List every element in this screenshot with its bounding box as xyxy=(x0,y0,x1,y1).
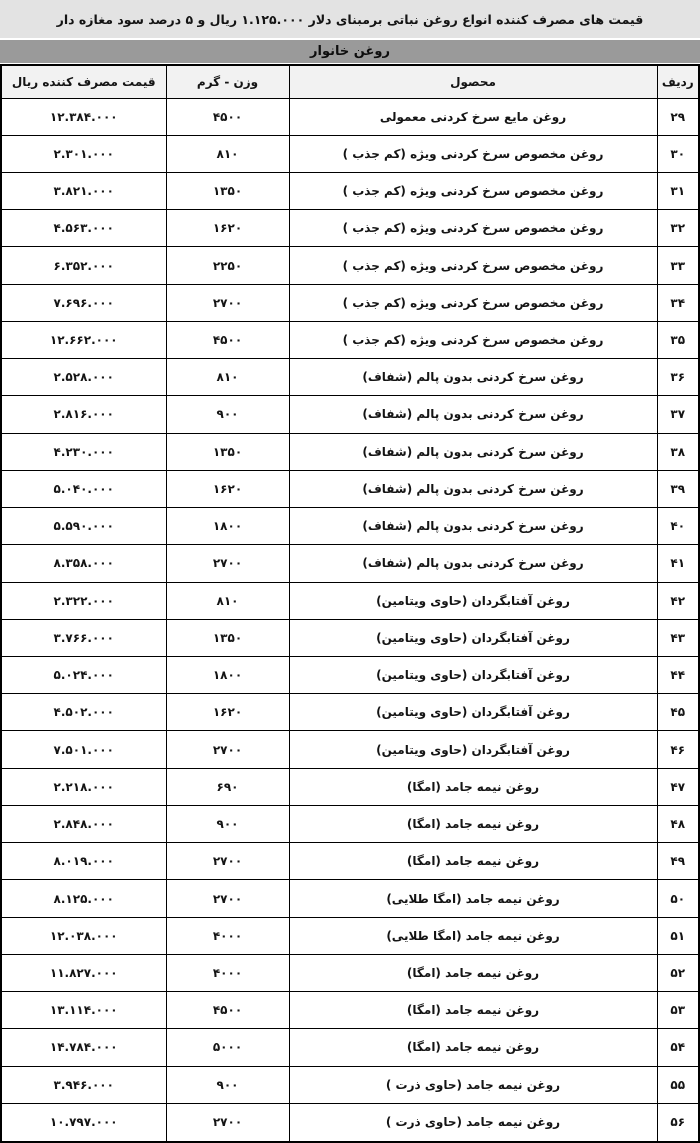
cell-product: روغن آفتابگردان (حاوی ویتامین) xyxy=(289,657,657,694)
cell-product: روغن نیمه جامد (حاوی ذرت ) xyxy=(289,1066,657,1103)
header-weight: وزن - گرم xyxy=(166,65,289,98)
table-row xyxy=(1,470,699,507)
cell-price: ۷.۵۰۱.۰۰۰ xyxy=(1,731,166,768)
cell-price: ۱۳.۱۱۴.۰۰۰ xyxy=(1,992,166,1029)
table-row xyxy=(1,1066,699,1103)
table-row xyxy=(1,880,699,917)
cell-price: ۲.۳۲۲.۰۰۰ xyxy=(1,582,166,619)
cell-weight: ۹۰۰ xyxy=(166,1066,289,1103)
cell-product: روغن مخصوص سرخ کردنی ویژه (کم جذب ) xyxy=(289,284,657,321)
table-row xyxy=(1,731,699,768)
cell-index: ۵۶ xyxy=(657,1103,699,1142)
table-row xyxy=(1,284,699,321)
cell-product: روغن سرخ کردنی بدون پالم (شفاف) xyxy=(289,396,657,433)
cell-price: ۸.۰۱۹.۰۰۰ xyxy=(1,843,166,880)
cell-weight: ۲۷۰۰ xyxy=(166,1103,289,1142)
cell-product: روغن نیمه جامد (حاوی ذرت ) xyxy=(289,1103,657,1142)
header-index: ردیف xyxy=(657,65,699,98)
cell-index: ۲۹ xyxy=(657,98,699,135)
cell-index: ۳۸ xyxy=(657,433,699,470)
price-table xyxy=(0,64,700,1143)
header-product: محصول xyxy=(289,65,657,98)
cell-product: روغن مخصوص سرخ کردنی ویژه (کم جذب ) xyxy=(289,135,657,172)
cell-price: ۲.۸۴۸.۰۰۰ xyxy=(1,805,166,842)
cell-product: روغن نیمه جامد (امگا طلایی) xyxy=(289,917,657,954)
cell-price: ۱۱.۸۲۷.۰۰۰ xyxy=(1,954,166,991)
cell-product: روغن مایع سرخ کردنی معمولی xyxy=(289,98,657,135)
table-row xyxy=(1,992,699,1029)
cell-product: روغن نیمه جامد (امگا) xyxy=(289,768,657,805)
cell-price: ۳.۹۴۶.۰۰۰ xyxy=(1,1066,166,1103)
table-row xyxy=(1,396,699,433)
cell-weight: ۴۵۰۰ xyxy=(166,992,289,1029)
cell-index: ۴۱ xyxy=(657,545,699,582)
table-row xyxy=(1,172,699,209)
cell-price: ۷.۶۹۶.۰۰۰ xyxy=(1,284,166,321)
cell-price: ۱۰.۷۹۷.۰۰۰ xyxy=(1,1103,166,1142)
cell-weight: ۹۰۰ xyxy=(166,805,289,842)
cell-weight: ۹۰۰ xyxy=(166,396,289,433)
cell-price: ۲.۳۰۱.۰۰۰ xyxy=(1,135,166,172)
table-row xyxy=(1,954,699,991)
cell-weight: ۶۹۰ xyxy=(166,768,289,805)
cell-price: ۸.۱۲۵.۰۰۰ xyxy=(1,880,166,917)
cell-index: ۴۴ xyxy=(657,657,699,694)
cell-index: ۵۰ xyxy=(657,880,699,917)
cell-product: روغن آفتابگردان (حاوی ویتامین) xyxy=(289,694,657,731)
cell-index: ۳۵ xyxy=(657,321,699,358)
cell-index: ۴۶ xyxy=(657,731,699,768)
table-row xyxy=(1,98,699,135)
cell-product: روغن آفتابگردان (حاوی ویتامین) xyxy=(289,731,657,768)
cell-weight: ۱۳۵۰ xyxy=(166,172,289,209)
header-price: قیمت مصرف کننده ریال xyxy=(1,65,166,98)
cell-price: ۱۲.۰۳۸.۰۰۰ xyxy=(1,917,166,954)
cell-index: ۳۰ xyxy=(657,135,699,172)
table-row xyxy=(1,545,699,582)
cell-price: ۲.۸۱۶.۰۰۰ xyxy=(1,396,166,433)
header-row xyxy=(1,65,699,98)
table-row xyxy=(1,917,699,954)
cell-price: ۲.۲۱۸.۰۰۰ xyxy=(1,768,166,805)
table-row xyxy=(1,508,699,545)
table-body xyxy=(1,98,699,1142)
cell-product: روغن مخصوص سرخ کردنی ویژه (کم جذب ) xyxy=(289,247,657,284)
cell-product: روغن سرخ کردنی بدون پالم (شفاف) xyxy=(289,433,657,470)
table-row xyxy=(1,1029,699,1066)
table-row xyxy=(1,433,699,470)
cell-index: ۴۰ xyxy=(657,508,699,545)
cell-index: ۴۳ xyxy=(657,619,699,656)
cell-index: ۴۸ xyxy=(657,805,699,842)
cell-index: ۵۳ xyxy=(657,992,699,1029)
cell-price: ۳.۸۲۱.۰۰۰ xyxy=(1,172,166,209)
cell-index: ۵۴ xyxy=(657,1029,699,1066)
cell-index: ۵۱ xyxy=(657,917,699,954)
table-row xyxy=(1,210,699,247)
cell-weight: ۱۶۲۰ xyxy=(166,210,289,247)
cell-product: روغن نیمه جامد (امگا) xyxy=(289,992,657,1029)
cell-index: ۵۵ xyxy=(657,1066,699,1103)
cell-product: روغن مخصوص سرخ کردنی ویژه (کم جذب ) xyxy=(289,321,657,358)
cell-weight: ۸۱۰ xyxy=(166,359,289,396)
table-row xyxy=(1,359,699,396)
cell-price: ۳.۷۶۶.۰۰۰ xyxy=(1,619,166,656)
table-row xyxy=(1,582,699,619)
cell-weight: ۲۷۰۰ xyxy=(166,284,289,321)
cell-index: ۴۷ xyxy=(657,768,699,805)
cell-index: ۳۳ xyxy=(657,247,699,284)
table-row xyxy=(1,768,699,805)
cell-weight: ۴۵۰۰ xyxy=(166,321,289,358)
cell-weight: ۱۳۵۰ xyxy=(166,619,289,656)
cell-price: ۲.۵۲۸.۰۰۰ xyxy=(1,359,166,396)
cell-product: روغن نیمه جامد (امگا طلایی) xyxy=(289,880,657,917)
table-row xyxy=(1,1103,699,1142)
cell-weight: ۲۲۵۰ xyxy=(166,247,289,284)
cell-price: ۱۴.۷۸۴.۰۰۰ xyxy=(1,1029,166,1066)
table-row xyxy=(1,657,699,694)
cell-price: ۵.۵۹۰.۰۰۰ xyxy=(1,508,166,545)
cell-weight: ۱۳۵۰ xyxy=(166,433,289,470)
cell-product: روغن نیمه جامد (امگا) xyxy=(289,1029,657,1066)
cell-price: ۴.۲۳۰.۰۰۰ xyxy=(1,433,166,470)
cell-weight: ۱۸۰۰ xyxy=(166,657,289,694)
cell-price: ۴.۵۶۳.۰۰۰ xyxy=(1,210,166,247)
cell-weight: ۴۰۰۰ xyxy=(166,954,289,991)
page-title: قیمت های مصرف کننده انواع روغن نباتی برمبنای دلار ۱.۱۲۵.۰۰۰ ریال و ۵ درصد سود مغازه دار xyxy=(0,0,700,38)
cell-price: ۵.۰۲۴.۰۰۰ xyxy=(1,657,166,694)
cell-weight: ۸۱۰ xyxy=(166,135,289,172)
cell-index: ۴۹ xyxy=(657,843,699,880)
cell-weight: ۱۶۲۰ xyxy=(166,470,289,507)
table-row xyxy=(1,805,699,842)
cell-index: ۳۲ xyxy=(657,210,699,247)
cell-product: روغن نیمه جامد (امگا) xyxy=(289,805,657,842)
cell-weight: ۱۸۰۰ xyxy=(166,508,289,545)
table-row xyxy=(1,843,699,880)
cell-index: ۳۱ xyxy=(657,172,699,209)
cell-product: روغن سرخ کردنی بدون پالم (شفاف) xyxy=(289,545,657,582)
cell-product: روغن آفتابگردان (حاوی ویتامین) xyxy=(289,619,657,656)
table-row xyxy=(1,247,699,284)
cell-product: روغن مخصوص سرخ کردنی ویژه (کم جذب ) xyxy=(289,172,657,209)
cell-index: ۳۷ xyxy=(657,396,699,433)
cell-price: ۸.۳۵۸.۰۰۰ xyxy=(1,545,166,582)
cell-price: ۱۲.۳۸۴.۰۰۰ xyxy=(1,98,166,135)
cell-weight: ۵۰۰۰ xyxy=(166,1029,289,1066)
cell-product: روغن مخصوص سرخ کردنی ویژه (کم جذب ) xyxy=(289,210,657,247)
cell-price: ۴.۵۰۲.۰۰۰ xyxy=(1,694,166,731)
table-row xyxy=(1,619,699,656)
cell-product: روغن سرخ کردنی بدون پالم (شفاف) xyxy=(289,359,657,396)
cell-index: ۳۹ xyxy=(657,470,699,507)
cell-weight: ۸۱۰ xyxy=(166,582,289,619)
table-row xyxy=(1,321,699,358)
table-row xyxy=(1,135,699,172)
cell-product: روغن آفتابگردان (حاوی ویتامین) xyxy=(289,582,657,619)
cell-product: روغن نیمه جامد (امگا) xyxy=(289,843,657,880)
cell-index: ۳۶ xyxy=(657,359,699,396)
cell-price: ۶.۳۵۲.۰۰۰ xyxy=(1,247,166,284)
cell-product: روغن سرخ کردنی بدون پالم (شفاف) xyxy=(289,470,657,507)
cell-weight: ۲۷۰۰ xyxy=(166,880,289,917)
cell-product: روغن سرخ کردنی بدون پالم (شفاف) xyxy=(289,508,657,545)
cell-price: ۱۲.۶۶۲.۰۰۰ xyxy=(1,321,166,358)
cell-weight: ۴۰۰۰ xyxy=(166,917,289,954)
cell-weight: ۲۷۰۰ xyxy=(166,731,289,768)
cell-index: ۴۵ xyxy=(657,694,699,731)
cell-index: ۵۲ xyxy=(657,954,699,991)
cell-price: ۵.۰۴۰.۰۰۰ xyxy=(1,470,166,507)
cell-weight: ۲۷۰۰ xyxy=(166,545,289,582)
cell-index: ۴۲ xyxy=(657,582,699,619)
cell-weight: ۲۷۰۰ xyxy=(166,843,289,880)
cell-product: روغن نیمه جامد (امگا) xyxy=(289,954,657,991)
section-header: روغن خانوار xyxy=(0,40,700,63)
cell-index: ۳۴ xyxy=(657,284,699,321)
cell-weight: ۴۵۰۰ xyxy=(166,98,289,135)
table-row xyxy=(1,694,699,731)
cell-weight: ۱۶۲۰ xyxy=(166,694,289,731)
